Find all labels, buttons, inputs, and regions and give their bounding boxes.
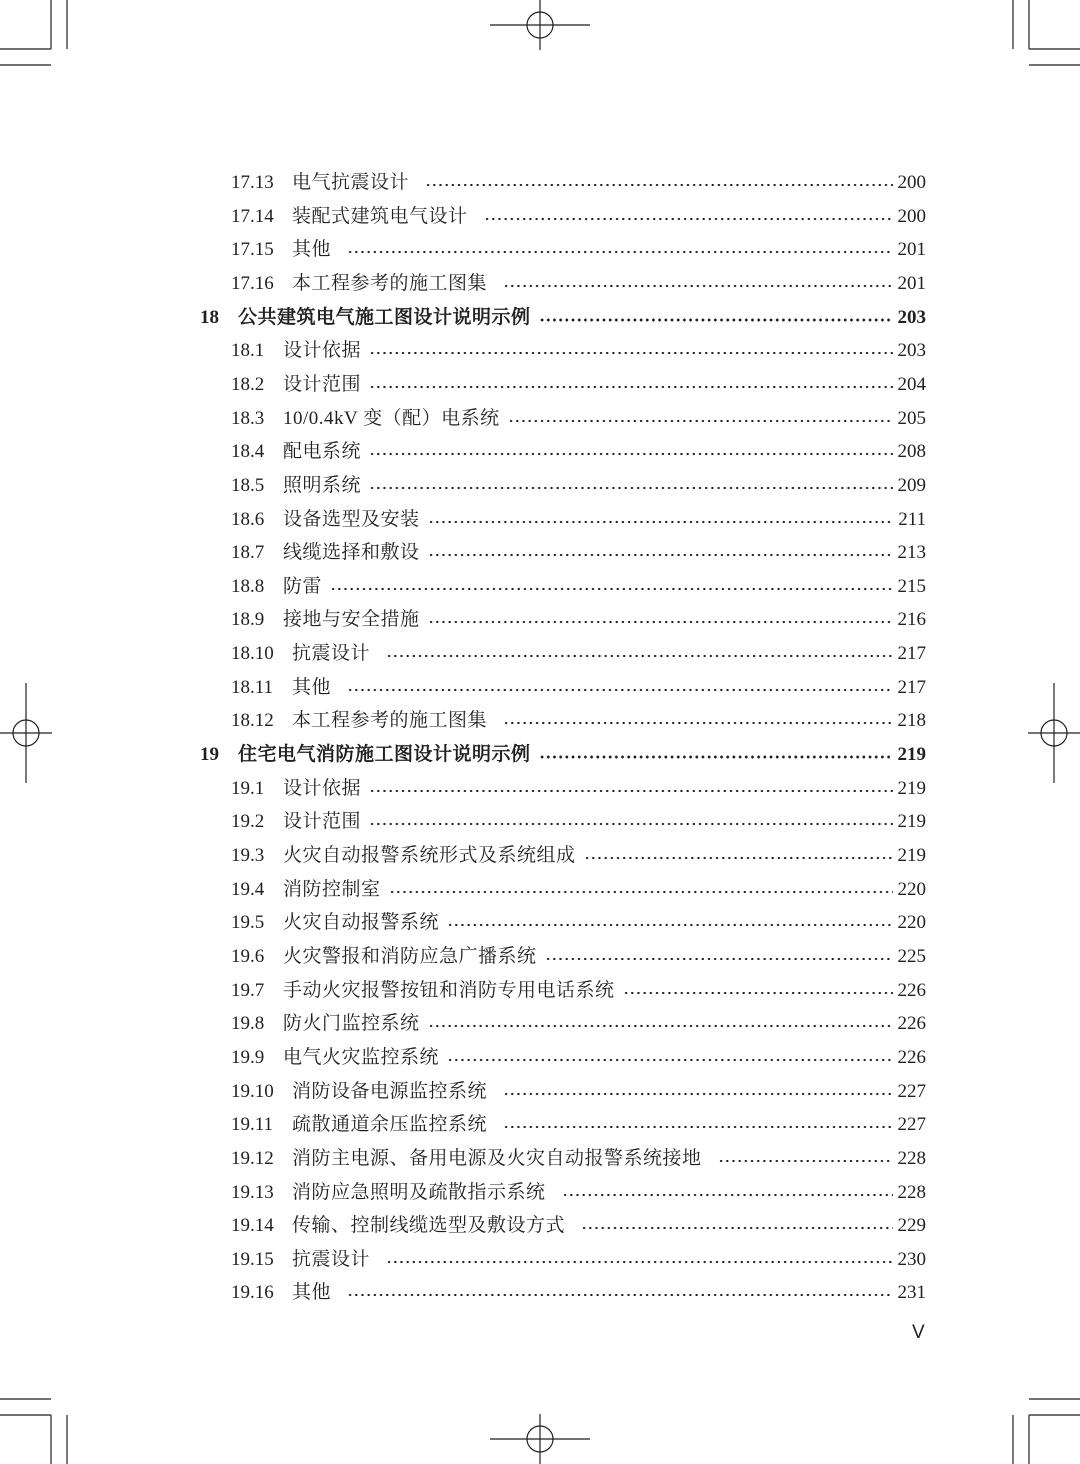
toc-entry-number: 19.11 <box>231 1114 274 1136</box>
toc-dot-leader <box>623 976 893 1006</box>
toc-dot-leader <box>503 269 893 299</box>
toc-entry-number: 18.1 <box>231 340 265 362</box>
toc-entry-number: 19.6 <box>231 945 265 967</box>
toc-entry-number: 19.12 <box>231 1147 274 1169</box>
toc-entry-number: 18.2 <box>231 373 265 395</box>
toc-entry-title: 10/0.4kV 变（配）电系统 <box>283 407 500 429</box>
toc-dot-leader <box>539 303 893 333</box>
toc-entry-title: 消防设备电源监控系统 <box>292 1080 488 1102</box>
toc-dot-leader <box>447 1043 893 1073</box>
toc-entry-page: 216 <box>897 609 926 631</box>
toc-section-entry[interactable] <box>0 1043 1080 1073</box>
toc-entry-title: 消防应急照明及疏散指示系统 <box>292 1181 546 1203</box>
toc-entry-title: 公共建筑电气施工图设计说明示例 <box>238 306 531 328</box>
toc-dot-leader <box>347 235 893 265</box>
toc-section-entry[interactable] <box>0 1211 1080 1241</box>
toc-entry-title: 本工程参考的施工图集 <box>292 710 488 732</box>
toc-entry-title: 抗震设计 <box>292 1248 371 1270</box>
toc-entry-title: 电气抗震设计 <box>292 172 410 193</box>
toc-dot-leader <box>539 740 893 770</box>
toc-dot-leader <box>581 1211 893 1241</box>
toc-dot-leader <box>428 505 893 535</box>
toc-entry-title: 其他 <box>292 676 332 698</box>
toc-section-entry[interactable] <box>0 639 1080 669</box>
toc-entry-title: 火灾自动报警系统形式及系统组成 <box>283 845 576 866</box>
toc-section-entry[interactable] <box>0 572 1080 602</box>
toc-entry-page: 228 <box>897 1147 926 1169</box>
toc-entry-page: 201 <box>897 272 926 294</box>
toc-dot-leader <box>484 202 893 232</box>
toc-section-entry[interactable] <box>0 505 1080 535</box>
toc-section-entry[interactable] <box>0 1278 1080 1308</box>
toc-entry-title: 设计范围 <box>283 811 362 833</box>
toc-entry-number: 19.10 <box>231 1080 274 1102</box>
toc-dot-leader <box>347 1278 893 1308</box>
toc-chapter-entry[interactable] <box>0 303 1080 333</box>
toc-dot-leader <box>330 572 893 602</box>
toc-entry-page: 209 <box>897 474 926 496</box>
toc-section-entry[interactable] <box>0 908 1080 938</box>
toc-section-entry[interactable] <box>0 605 1080 635</box>
toc-dot-leader <box>428 538 893 568</box>
toc-entry-title: 传输、控制线缆选型及敷设方式 <box>292 1215 566 1237</box>
toc-entry-number: 19.7 <box>231 979 265 1001</box>
toc-entry-number: 18.8 <box>231 575 265 597</box>
toc-entry-number: 19 <box>200 744 219 766</box>
toc-entry-number: 18 <box>200 306 219 328</box>
toc-entry-title: 照明系统 <box>283 474 362 496</box>
toc-entry-number: 18.5 <box>231 474 265 496</box>
toc-dot-leader <box>503 1110 893 1140</box>
toc-entry-page: 203 <box>897 340 926 362</box>
toc-entry-page: 200 <box>897 172 926 193</box>
toc-section-entry[interactable] <box>0 269 1080 299</box>
toc-section-entry[interactable] <box>0 774 1080 804</box>
toc-dot-leader <box>428 1009 893 1039</box>
toc-entry-title: 火灾自动报警系统 <box>283 912 440 934</box>
toc-dot-leader <box>369 336 893 366</box>
toc-dot-leader <box>347 673 893 703</box>
toc-entry-number: 19.8 <box>231 1013 265 1035</box>
toc-entry-title: 防火门监控系统 <box>283 1013 420 1035</box>
toc-entry-page: 226 <box>897 1046 926 1068</box>
toc-section-entry[interactable] <box>0 202 1080 232</box>
toc-entry-page: 213 <box>897 542 926 564</box>
toc-entry-title: 设备选型及安装 <box>283 508 420 530</box>
toc-entry-number: 19.16 <box>231 1282 274 1304</box>
toc-section-entry[interactable] <box>0 875 1080 905</box>
toc-entry-number: 19.14 <box>231 1215 274 1237</box>
toc-entry-number: 18.9 <box>231 609 265 631</box>
toc-dot-leader <box>503 1077 893 1107</box>
toc-section-entry[interactable] <box>0 437 1080 467</box>
toc-entry-page: 220 <box>897 912 926 934</box>
toc-entry-page: 227 <box>897 1114 926 1136</box>
toc-section-entry[interactable] <box>0 1077 1080 1107</box>
toc-dot-leader <box>447 908 893 938</box>
toc-dot-leader <box>718 1144 893 1174</box>
toc-entry-page: 215 <box>897 575 926 597</box>
toc-entry-page: 201 <box>897 239 926 261</box>
toc-section-entry[interactable] <box>0 807 1080 837</box>
toc-entry-page: 217 <box>897 676 926 698</box>
toc-entry-page: 228 <box>897 1181 926 1203</box>
toc-entry-page: 230 <box>897 1248 926 1270</box>
toc-entry-title: 防雷 <box>283 575 323 597</box>
toc-section-entry[interactable] <box>0 370 1080 400</box>
toc-entry-title: 配电系统 <box>283 441 362 463</box>
toc-entry-title: 本工程参考的施工图集 <box>292 272 488 294</box>
toc-section-entry[interactable] <box>0 976 1080 1006</box>
toc-entry-number: 19.2 <box>231 811 265 833</box>
toc-entry-page: 211 <box>898 508 926 530</box>
toc-dot-leader <box>369 774 893 804</box>
toc-entry-page: 217 <box>897 643 926 665</box>
toc-section-entry[interactable] <box>0 336 1080 366</box>
toc-dot-leader <box>369 437 893 467</box>
toc-entry-page: 203 <box>897 306 926 328</box>
toc-dot-leader <box>428 605 893 635</box>
toc-entry-page: 208 <box>897 441 926 463</box>
toc-entry-title: 线缆选择和敷设 <box>283 542 420 564</box>
toc-entry-title: 其他 <box>292 1282 332 1304</box>
toc-entry-title: 装配式建筑电气设计 <box>292 205 468 227</box>
toc-entry-number: 17.13 <box>231 172 274 193</box>
toc-entry-page: 220 <box>897 878 926 900</box>
toc-entry-number: 18.3 <box>231 407 265 429</box>
toc-entry-page: 226 <box>897 1013 926 1035</box>
toc-section-entry[interactable] <box>0 168 1080 198</box>
toc-entry-title: 抗震设计 <box>292 643 371 665</box>
toc-entry-page: 227 <box>897 1080 926 1102</box>
toc-entry-title: 疏散通道余压监控系统 <box>292 1114 488 1136</box>
toc-dot-leader <box>389 875 893 905</box>
toc-section-entry[interactable] <box>0 1178 1080 1208</box>
toc-entry-number: 19.5 <box>231 912 265 934</box>
toc-entry-title: 设计依据 <box>283 340 362 362</box>
toc-entry-title: 手动火灾报警按钮和消防专用电话系统 <box>283 979 615 1001</box>
toc-entry-title: 火灾警报和消防应急广播系统 <box>283 945 537 967</box>
toc-section-entry[interactable] <box>0 942 1080 972</box>
toc-entry-page: 219 <box>897 744 926 766</box>
toc-entry-number: 18.10 <box>231 643 274 665</box>
toc-entry-page: 229 <box>897 1215 926 1237</box>
toc-entry-page: 200 <box>897 205 926 227</box>
toc-entry-number: 17.15 <box>231 239 274 261</box>
toc-section-entry[interactable] <box>0 841 1080 871</box>
toc-entry-title: 住宅电气消防施工图设计说明示例 <box>238 744 531 766</box>
toc-entry-page: 226 <box>897 979 926 1001</box>
toc-entry-number: 18.4 <box>231 441 265 463</box>
toc-entry-number: 17.14 <box>231 205 274 227</box>
toc-entry-page: 219 <box>897 845 926 866</box>
toc-section-entry[interactable] <box>0 1110 1080 1140</box>
toc-dot-leader <box>386 1245 893 1275</box>
toc-entry-number: 19.15 <box>231 1248 274 1270</box>
toc-section-entry[interactable] <box>0 1009 1080 1039</box>
toc-entry-number: 19.3 <box>231 845 265 866</box>
toc-entry-title: 接地与安全措施 <box>283 609 420 631</box>
toc-section-entry[interactable] <box>0 471 1080 501</box>
toc-chapter-entry[interactable] <box>0 740 1080 770</box>
toc-section-entry[interactable] <box>0 538 1080 568</box>
toc-entry-page: 219 <box>897 811 926 833</box>
toc-dot-leader <box>425 168 893 198</box>
toc-section-entry[interactable] <box>0 1144 1080 1174</box>
toc-entry-page: 205 <box>897 407 926 429</box>
toc-entry-number: 18.11 <box>231 676 274 698</box>
toc-entry-number: 19.9 <box>231 1046 265 1068</box>
toc-entry-number: 18.7 <box>231 542 265 564</box>
toc-dot-leader <box>503 706 893 736</box>
toc-entry-number: 17.16 <box>231 272 274 294</box>
page-number: V <box>912 1322 925 1343</box>
toc-entry-number: 19.4 <box>231 878 265 900</box>
toc-section-entry[interactable] <box>0 235 1080 265</box>
toc-entry-page: 204 <box>897 373 926 395</box>
toc-entry-number: 19.13 <box>231 1181 274 1203</box>
toc-entry-page: 218 <box>897 710 926 732</box>
toc-dot-leader <box>369 370 893 400</box>
toc-dot-leader <box>545 942 893 972</box>
toc-entry-page: 225 <box>897 945 926 967</box>
toc-section-entry[interactable] <box>0 1245 1080 1275</box>
toc-entry-title: 设计范围 <box>283 373 362 395</box>
toc-dot-leader <box>369 807 893 837</box>
toc-section-entry[interactable] <box>0 706 1080 736</box>
toc-entry-page: 231 <box>897 1282 926 1304</box>
toc-dot-leader <box>562 1178 893 1208</box>
toc-section-entry[interactable] <box>0 404 1080 434</box>
toc-entry-title: 消防控制室 <box>283 878 381 900</box>
toc-entry-title: 其他 <box>292 239 332 261</box>
toc-entry-number: 18.12 <box>231 710 274 732</box>
toc-entry-title: 消防主电源、备用电源及火灾自动报警系统接地 <box>292 1147 702 1169</box>
toc-entry-number: 19.1 <box>231 777 265 799</box>
toc-dot-leader <box>386 639 893 669</box>
toc-section-entry[interactable] <box>0 673 1080 703</box>
toc-dot-leader <box>369 471 893 501</box>
toc-dot-leader <box>508 404 893 434</box>
toc-entry-title: 电气火灾监控系统 <box>283 1046 440 1068</box>
toc-entry-page: 219 <box>897 777 926 799</box>
toc-entry-number: 18.6 <box>231 508 265 530</box>
toc-dot-leader <box>584 841 893 871</box>
toc-entry-title: 设计依据 <box>283 777 362 799</box>
